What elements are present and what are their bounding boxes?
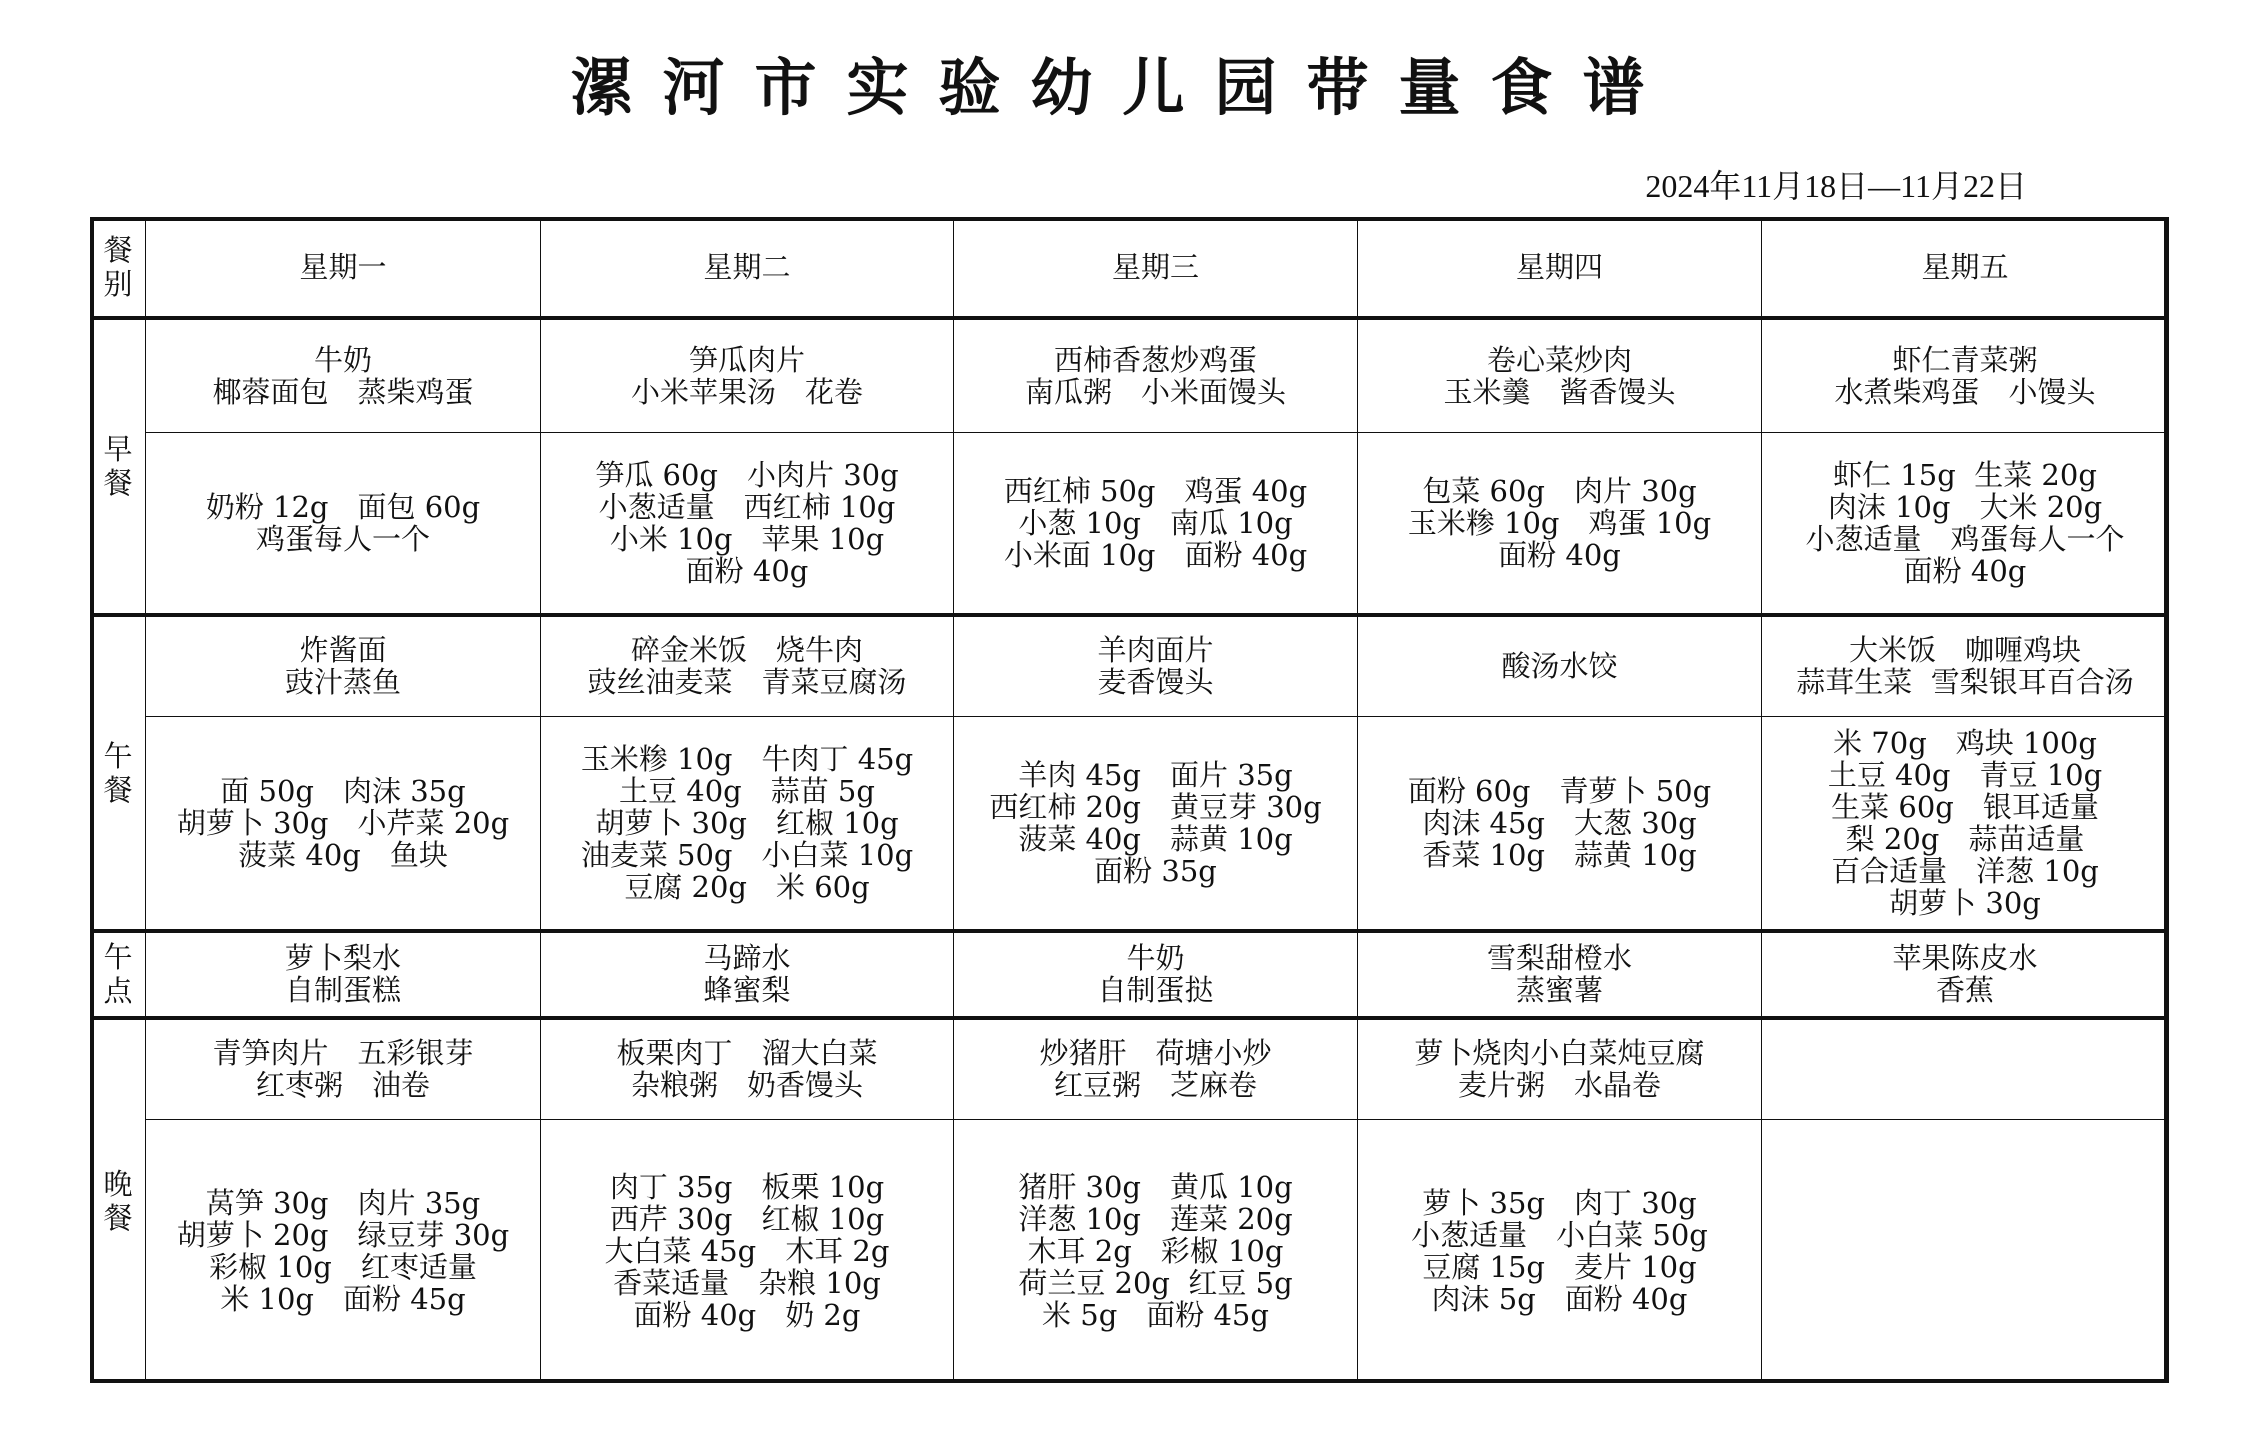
snack-label: 午点 bbox=[91, 931, 146, 1017]
day-header-wed: 星期三 bbox=[954, 218, 1358, 318]
menu-line: 西红柿 20g 黄豆芽 30g bbox=[989, 790, 1322, 825]
header-row bbox=[91, 218, 2169, 318]
dinner-ingredient-row bbox=[91, 1120, 2169, 1383]
menu-line: 面粉 60g 青萝卜 50g bbox=[1407, 774, 1712, 809]
menu-line: 蜂蜜梨 bbox=[703, 973, 791, 1008]
menu-line: 红枣粥 油卷 bbox=[255, 1068, 430, 1103]
menu-line: 面粉 40g 奶 2g bbox=[633, 1298, 861, 1333]
page-title: 漯河市实验幼儿园带量食谱 bbox=[570, 51, 1675, 124]
menu-line: 面 50g 肉沫 35g bbox=[220, 774, 466, 809]
dinner-dish-cell bbox=[1762, 1018, 2169, 1120]
menu-line: 雪梨甜橙水 bbox=[1486, 941, 1632, 976]
dinner-ingredient-cell bbox=[1358, 1120, 1762, 1383]
menu-line: 猪肝 30g 黄瓜 10g bbox=[1018, 1170, 1293, 1205]
dinner-ingredient-cell bbox=[1762, 1120, 2169, 1383]
menu-line: 酸汤水饺 bbox=[1501, 649, 1618, 684]
dinner-label: 晚餐 bbox=[91, 1018, 146, 1383]
day-header-tue: 星期二 bbox=[541, 218, 954, 318]
menu-line: 笋瓜肉片 bbox=[688, 342, 805, 377]
menu-line: 土豆 40g 青豆 10g bbox=[1827, 758, 2103, 793]
menu-line: 面粉 40g bbox=[685, 553, 809, 588]
dinner-dish-cell bbox=[541, 1018, 954, 1120]
dinner-ingredient-cell bbox=[541, 1120, 954, 1383]
menu-line: 肉沫 10g 大米 20g bbox=[1827, 489, 2103, 524]
menu-line: 面粉 40g bbox=[1903, 553, 2027, 588]
lunch-dish-cell bbox=[146, 615, 541, 717]
dinner-dish-cell bbox=[954, 1018, 1358, 1120]
menu-line: 麦香馒头 bbox=[1097, 665, 1214, 700]
menu-line: 小葱适量 西红柿 10g bbox=[598, 489, 896, 524]
menu-line: 马蹄水 bbox=[703, 941, 791, 976]
menu-line: 卷心菜炒肉 bbox=[1486, 342, 1632, 377]
menu-line: 奶粉 12g 面包 60g bbox=[205, 489, 481, 524]
menu-line: 麦片粥 水晶卷 bbox=[1457, 1068, 1661, 1103]
lunch-dish-cell bbox=[954, 615, 1358, 717]
lunch-ingredient-row bbox=[91, 717, 2169, 932]
menu-line: 小葱适量 小白菜 50g bbox=[1411, 1218, 1708, 1253]
menu-line: 椰蓉面包 蒸柴鸡蛋 bbox=[212, 374, 474, 409]
menu-line: 红豆粥 芝麻卷 bbox=[1053, 1068, 1257, 1103]
menu-line: 萝卜梨水 bbox=[284, 941, 401, 976]
menu-line: 米 70g 鸡块 100g bbox=[1833, 726, 2097, 761]
menu-line: 碎金米饭 烧牛肉 bbox=[630, 633, 863, 668]
menu-line: 大米饭 咖喱鸡块 bbox=[1848, 633, 2081, 668]
breakfast-dish-cell bbox=[954, 318, 1358, 432]
menu-line: 笋瓜 60g 小肉片 30g bbox=[595, 457, 899, 492]
menu-line: 豆腐 15g 麦片 10g bbox=[1422, 1250, 1697, 1285]
dinner-ingredient-cell bbox=[954, 1120, 1358, 1383]
menu-line: 西芹 30g 红椒 10g bbox=[609, 1202, 885, 1237]
menu-line: 百合适量 洋葱 10g bbox=[1831, 854, 2099, 889]
menu-line: 大白菜 45g 木耳 2g bbox=[604, 1234, 890, 1269]
menu-line: 荷兰豆 20g 红豆 5g bbox=[1018, 1266, 1293, 1301]
breakfast-ingredient-cell bbox=[954, 432, 1358, 614]
menu-line: 自制蛋挞 bbox=[1097, 973, 1214, 1008]
menu-line: 肉沫 45g 大葱 30g bbox=[1422, 806, 1697, 841]
meal-type-header: 餐别 bbox=[91, 218, 146, 318]
menu-line: 油麦菜 50g 小白菜 10g bbox=[580, 838, 914, 873]
lunch-label: 午餐 bbox=[91, 615, 146, 932]
menu-line: 玉米糁 10g 牛肉丁 45g bbox=[580, 742, 914, 777]
menu-line: 小米 10g 苹果 10g bbox=[609, 521, 885, 556]
day-header-mon: 星期一 bbox=[146, 218, 541, 318]
breakfast-dish-cell bbox=[1762, 318, 2169, 432]
menu-line: 萝卜 35g 肉丁 30g bbox=[1422, 1186, 1697, 1221]
snack-cell bbox=[541, 931, 954, 1017]
menu-line: 胡萝卜 20g 绿豆芽 30g bbox=[176, 1218, 510, 1253]
menu-line: 自制蛋糕 bbox=[284, 973, 401, 1008]
lunch-ingredient-cell bbox=[954, 717, 1358, 932]
day-header-fri: 星期五 bbox=[1762, 218, 2169, 318]
snack-row bbox=[91, 931, 2169, 1017]
menu-line: 小米苹果汤 花卷 bbox=[630, 374, 863, 409]
menu-line: 菠菜 40g 蒜黄 10g bbox=[1018, 822, 1293, 857]
lunch-ingredient-cell bbox=[146, 717, 541, 932]
menu-line: 小葱 10g 南瓜 10g bbox=[1018, 505, 1293, 540]
lunch-dish-row bbox=[91, 615, 2169, 717]
dinner-dish-cell bbox=[1358, 1018, 1762, 1120]
menu-line: 豆腐 20g 米 60g bbox=[624, 870, 870, 905]
menu-table bbox=[90, 217, 2169, 1383]
lunch-ingredient-cell bbox=[1762, 717, 2169, 932]
lunch-dish-cell bbox=[1358, 615, 1762, 717]
menu-line: 香菜 10g 蒜黄 10g bbox=[1422, 838, 1697, 873]
snack-cell bbox=[146, 931, 541, 1017]
breakfast-ingredient-cell bbox=[1762, 432, 2169, 614]
lunch-ingredient-cell bbox=[1358, 717, 1762, 932]
breakfast-dish-cell bbox=[146, 318, 541, 432]
menu-line: 牛奶 bbox=[313, 342, 372, 377]
breakfast-ingredient-cell bbox=[146, 432, 541, 614]
menu-line: 玉米羹 酱香馒头 bbox=[1443, 374, 1676, 409]
menu-line: 蒜茸生菜 雪梨银耳百合汤 bbox=[1796, 665, 2134, 700]
menu-line: 香蕉 bbox=[1935, 973, 1994, 1008]
dinner-dish-cell bbox=[146, 1018, 541, 1120]
menu-line: 羊肉面片 bbox=[1097, 633, 1214, 668]
menu-line: 西柿香葱炒鸡蛋 bbox=[1053, 342, 1257, 377]
lunch-ingredient-cell bbox=[541, 717, 954, 932]
menu-line: 面粉 40g bbox=[1498, 537, 1621, 572]
menu-line: 炒猪肝 荷塘小炒 bbox=[1039, 1036, 1272, 1071]
menu-line: 青笋肉片 五彩银芽 bbox=[212, 1036, 474, 1071]
menu-line: 苹果陈皮水 bbox=[1892, 941, 2038, 976]
menu-line: 胡萝卜 30g bbox=[1889, 886, 2041, 921]
menu-line: 萝卜烧肉小白菜炖豆腐 bbox=[1414, 1036, 1705, 1071]
menu-line: 彩椒 10g 红枣适量 bbox=[209, 1250, 477, 1285]
menu-line: 梨 20g 蒜苗适量 bbox=[1845, 822, 2085, 857]
menu-line: 南瓜粥 小米面馒头 bbox=[1024, 374, 1286, 409]
menu-line: 羊肉 45g 面片 35g bbox=[1018, 758, 1293, 793]
menu-line: 虾仁 15g 生菜 20g bbox=[1833, 457, 2097, 492]
menu-line: 小葱适量 鸡蛋每人一个 bbox=[1805, 521, 2125, 556]
menu-line: 肉丁 35g 板栗 10g bbox=[609, 1170, 885, 1205]
menu-line: 杂粮粥 奶香馒头 bbox=[630, 1068, 863, 1103]
menu-line: 菠菜 40g 鱼块 bbox=[238, 838, 448, 873]
menu-line: 板栗肉丁 溜大白菜 bbox=[616, 1036, 878, 1071]
menu-line: 豉汁蒸鱼 bbox=[284, 665, 401, 700]
menu-line: 米 10g 面粉 45g bbox=[220, 1282, 466, 1317]
dinner-ingredient-cell bbox=[146, 1120, 541, 1383]
snack-cell bbox=[1762, 931, 2169, 1017]
menu-line: 胡萝卜 30g 小芹菜 20g bbox=[176, 806, 510, 841]
lunch-dish-cell bbox=[1762, 615, 2169, 717]
dinner-dish-row bbox=[91, 1018, 2169, 1120]
lunch-dish-cell bbox=[541, 615, 954, 717]
menu-line: 牛奶 bbox=[1126, 941, 1185, 976]
snack-cell bbox=[954, 931, 1358, 1017]
breakfast-dish-cell bbox=[541, 318, 954, 432]
menu-line: 生菜 60g 银耳适量 bbox=[1831, 790, 2099, 825]
breakfast-ingredient-cell bbox=[541, 432, 954, 614]
breakfast-dish-cell bbox=[1358, 318, 1762, 432]
menu-line: 蒸蜜薯 bbox=[1515, 973, 1603, 1008]
menu-line: 豉丝油麦菜 青菜豆腐汤 bbox=[587, 665, 907, 700]
menu-line: 木耳 2g 彩椒 10g bbox=[1027, 1234, 1284, 1269]
menu-line: 米 5g 面粉 45g bbox=[1042, 1298, 1269, 1333]
menu-line: 玉米糁 10g 鸡蛋 10g bbox=[1407, 505, 1712, 540]
menu-line: 洋葱 10g 莲菜 20g bbox=[1018, 1202, 1293, 1237]
menu-line: 土豆 40g 蒜苗 5g bbox=[619, 774, 875, 809]
menu-line: 小米面 10g 面粉 40g bbox=[1003, 537, 1308, 572]
snack-cell bbox=[1358, 931, 1762, 1017]
breakfast-label: 早餐 bbox=[91, 318, 146, 615]
menu-line: 鸡蛋每人一个 bbox=[255, 521, 430, 556]
menu-line: 胡萝卜 30g 红椒 10g bbox=[595, 806, 899, 841]
breakfast-ingredient-cell bbox=[1358, 432, 1762, 614]
menu-line: 炸酱面 bbox=[299, 633, 387, 668]
menu-line: 包菜 60g 肉片 30g bbox=[1422, 473, 1697, 508]
day-header-thu: 星期四 bbox=[1358, 218, 1762, 318]
menu-line: 西红柿 50g 鸡蛋 40g bbox=[1003, 473, 1308, 508]
menu-line: 虾仁青菜粥 bbox=[1892, 342, 2038, 377]
date-range: 2024年11月18日—11月22日 bbox=[1645, 168, 2027, 204]
breakfast-dish-row bbox=[91, 318, 2169, 432]
menu-line: 水煮柴鸡蛋 小馒头 bbox=[1834, 374, 2096, 409]
menu-line: 莴笋 30g 肉片 35g bbox=[205, 1186, 481, 1221]
menu-line: 面粉 35g bbox=[1094, 854, 1217, 889]
breakfast-ingredient-row bbox=[91, 432, 2169, 614]
menu-line: 香菜适量 杂粮 10g bbox=[613, 1266, 881, 1301]
menu-line: 肉沫 5g 面粉 40g bbox=[1431, 1282, 1688, 1317]
